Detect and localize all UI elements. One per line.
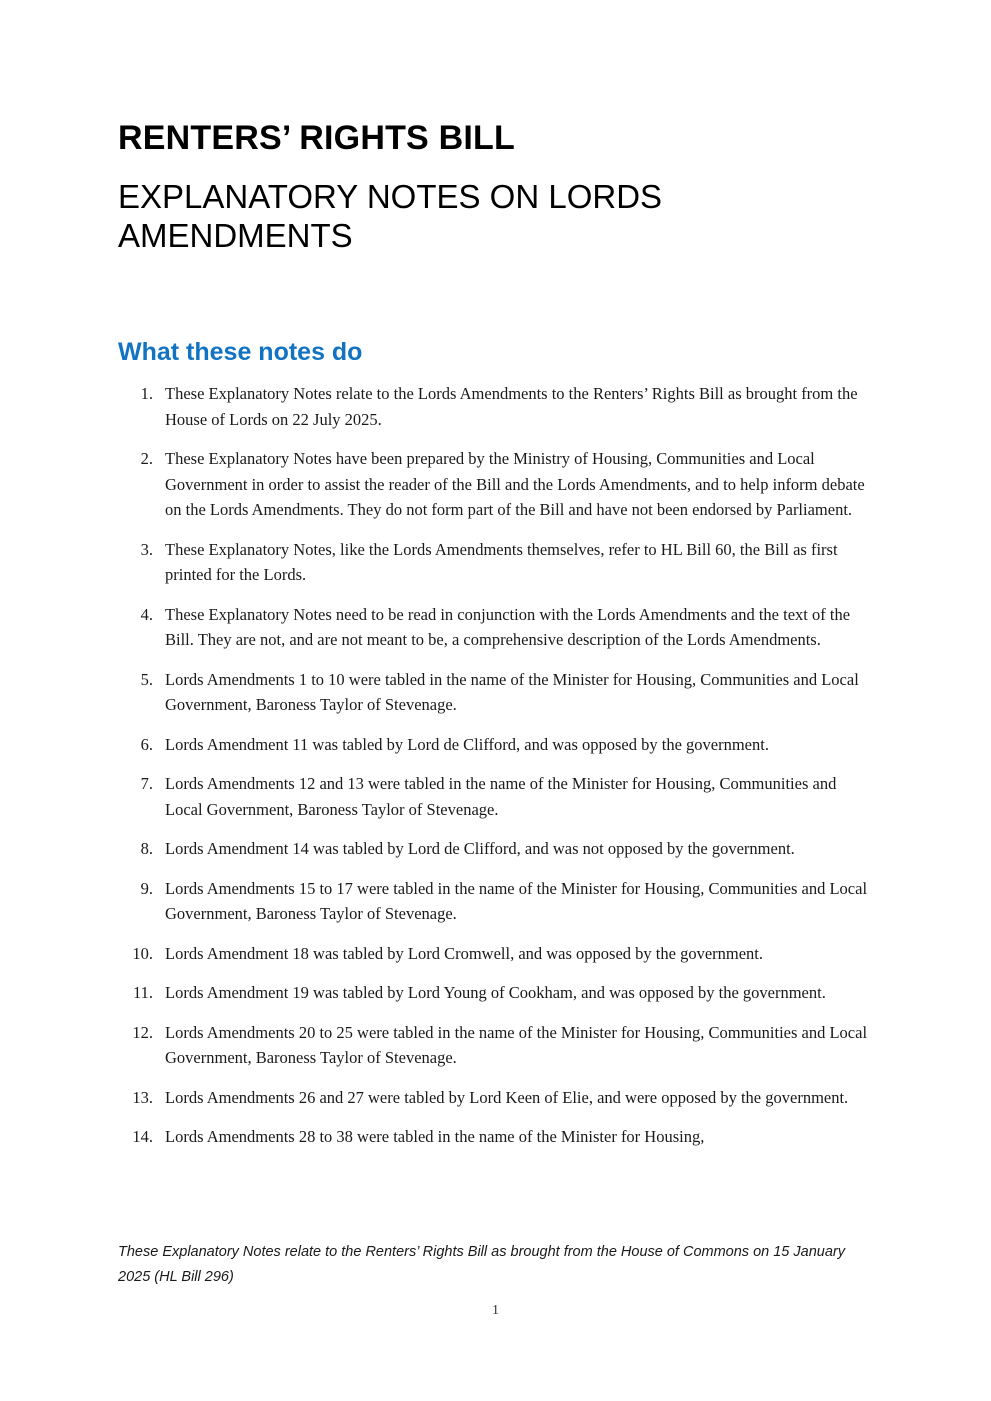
note-item xyxy=(118,381,873,432)
note-number: 1. xyxy=(140,384,153,404)
note-item xyxy=(118,446,873,523)
note-text: These Explanatory Notes relate to the Lords Amendments to the Renters’ Rights Bill as brought from the House of Lords on 22 July 2025. xyxy=(165,384,858,429)
note-number: 5. xyxy=(140,669,153,689)
note-item xyxy=(118,980,873,1006)
note-text: Lords Amendments 1 to 10 were tabled in the name of the Minister for Housing, Communities and Local Government, Baroness Taylor of Stevenage. xyxy=(165,669,859,715)
note-number: 3. xyxy=(140,539,153,559)
numbered-notes-list xyxy=(118,381,873,1150)
note-text: Lords Amendment 18 was tabled by Lord Cromwell, and was opposed by the government. xyxy=(165,943,764,963)
note-number: 10. xyxy=(132,943,153,963)
document-body xyxy=(118,118,873,1164)
note-number: 9. xyxy=(140,878,153,898)
note-number: 2. xyxy=(140,449,153,469)
note-item xyxy=(118,602,873,653)
note-item xyxy=(118,941,873,967)
note-text: These Explanatory Notes have been prepared by the Ministry of Housing, Communities and Local Government in order to assist the reader of the Bill and the Lords Amendments, and to help inform debate on the Lords Amendments. They do not form part of the Bill and have not been endorsed by Parliament. xyxy=(165,449,865,520)
note-number: 4. xyxy=(140,604,153,624)
note-number: 14. xyxy=(132,1127,153,1147)
note-text: Lords Amendments 12 and 13 were tabled in the name of the Minister for Housing, Communities and Local Government, Baroness Taylor of Stevenage. xyxy=(165,774,837,819)
note-text: These Explanatory Notes, like the Lords Amendments themselves, refer to HL Bill 60, the Bill as first printed for the Lords. xyxy=(165,539,838,585)
note-text: Lords Amendments 15 to 17 were tabled in the name of the Minister for Housing, Communities and Local Government, Baroness Taylor of Stevenage. xyxy=(165,878,868,924)
note-text: Lords Amendments 26 and 27 were tabled by Lord Keen of Elie, and were opposed by the government. xyxy=(165,1087,849,1107)
note-item xyxy=(118,1124,873,1150)
note-number: 8. xyxy=(140,839,153,859)
note-text: Lords Amendment 11 was tabled by Lord de Clifford, and was opposed by the government. xyxy=(165,734,769,754)
note-number: 13. xyxy=(132,1087,153,1107)
note-number: 7. xyxy=(140,774,153,794)
note-item xyxy=(118,537,873,588)
note-item xyxy=(118,732,873,758)
note-item xyxy=(118,1085,873,1111)
note-number: 6. xyxy=(140,734,153,754)
page-number: 1 xyxy=(492,1303,499,1318)
page-title: RENTERS’ RIGHTS BILL xyxy=(118,119,515,157)
note-text: Lords Amendments 20 to 25 were tabled in the name of the Minister for Housing, Communities and Local Government, Baroness Taylor of Stevenage. xyxy=(165,1022,868,1068)
note-text: These Explanatory Notes need to be read in conjunction with the Lords Amendments and the text of the Bill. They are not, and are not meant to be, a comprehensive description of the Lords Amendments. xyxy=(165,604,851,650)
note-number: 11. xyxy=(132,983,153,1003)
note-text: Lords Amendments 28 to 38 were tabled in the name of the Minister for Housing, xyxy=(165,1127,705,1147)
note-text: Lords Amendment 19 was tabled by Lord Young of Cookham, and was opposed by the government. xyxy=(165,983,826,1003)
section-heading-what-these-notes-do: What these notes do xyxy=(118,338,363,367)
note-item xyxy=(118,667,873,718)
note-item xyxy=(118,876,873,927)
note-item xyxy=(118,771,873,822)
footer-note: These Explanatory Notes relate to the Renters’ Rights Bill as brought from the House of Commons on 15 January 2025 (HL Bill 296) xyxy=(118,1244,845,1285)
note-item xyxy=(118,836,873,862)
note-text: Lords Amendment 14 was tabled by Lord de Clifford, and was not opposed by the government. xyxy=(165,839,795,859)
note-number: 12. xyxy=(132,1022,153,1042)
note-item xyxy=(118,1020,873,1071)
page-subtitle: EXPLANATORY NOTES ON LORDS AMENDMENTS xyxy=(118,178,663,254)
